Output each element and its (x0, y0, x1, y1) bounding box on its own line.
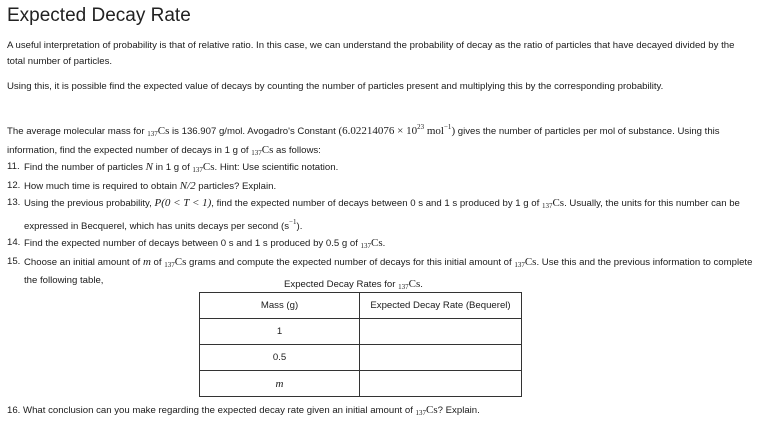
question-14: 14. Find the expected number of decays between 0 s and 1 s produced by 0.5 g of $_{137}$Cs. (7, 237, 386, 250)
table-caption: Expected Decay Rates for $_{137}$Cs. (284, 278, 423, 291)
mass-cell: m (200, 371, 360, 397)
intro-paragraph: A useful interpretation of probability is that of relative ratio. In this case, we can understand the probability of decay as the ratio of particles that have decayed divided by the total number of particles. (7, 40, 735, 67)
question-12: 12. How much time is required to obtain N/2 particles? Explain. (7, 180, 277, 192)
avogadro-constant: ($6.02214076 \times 10^{23}$ mol$^{-1}$) (338, 123, 456, 137)
question-list (7, 159, 767, 289)
isotope-mass: 137 (147, 130, 158, 138)
question-11: 11. Find the number of particles N in 1 g of $_{137}$Cs. Hint: Use scientific notation. (7, 161, 339, 174)
avg-paragraph: The average molecular mass for $_{137}$Cs is 136.907 g/mol. Avogadro's Constant ($6.02214076 \times 10^{23}$ mol$^{-1}$) gives the number of particles per mol of substance. Using this information, find the expected number of decays in 1 g of $_{137}$Cs as follows: (7, 123, 720, 157)
mass-cell: 1 (200, 319, 360, 345)
mass-cell: 0.5 (200, 345, 360, 371)
table-row (200, 371, 522, 397)
header-rate: Expected Decay Rate (Bequerel) (360, 293, 522, 319)
question-16: 16. What conclusion can you make regarding the expected decay rate given an initial amount of $_{137}$Cs? Explain. (7, 404, 480, 417)
question-13: 13. Using the previous probability, P(0 < T < 1), find the expected number of decays between 0 s and 1 s produced by 1 g of $_{137}$Cs. Usually, the units for this number can be expressed in Becquerel, which has units decays per second $(s^{-1})$. (7, 197, 740, 232)
question-15: 15. Choose an initial amount of m of $_{137}$Cs grams and compute the expected number of decays for this initial amount of $_{137}$Cs. Use this and the previous information to complete the following table, (7, 256, 753, 286)
header-mass: Mass (g) (200, 293, 360, 319)
table-row (200, 319, 522, 345)
table-row (200, 345, 522, 371)
decay-rate-table (199, 292, 522, 397)
page-title: Expected Decay Rate (7, 5, 191, 26)
table-header-row (200, 293, 522, 319)
using-paragraph: Using this, it is possible find the expected value of decays by counting the number of particles present and multiplying this by the corresponding probability. (7, 81, 664, 92)
rate-cell[interactable] (360, 345, 522, 371)
rate-cell[interactable] (360, 371, 522, 397)
rate-cell[interactable] (360, 319, 522, 345)
